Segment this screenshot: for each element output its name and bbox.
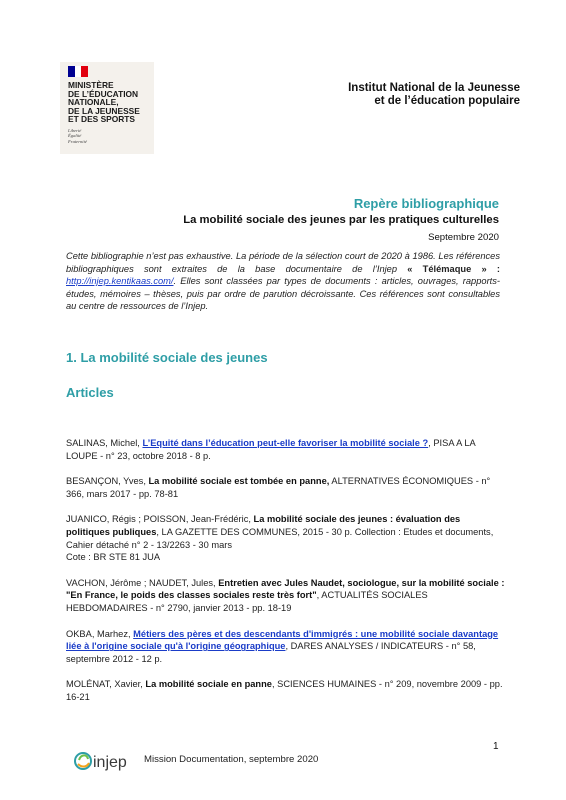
reference-details: , PISA A LA LOUPE - n° 23, octobre 2018 - 8 p. bbox=[66, 438, 476, 461]
intro-text-2: . Elles sont classées par types de documents : articles, ouvrages, rapports-études, mémoires – thèses, puis par ordre de parution décroissante. Ces références sont consultables au centre de ressources de l’Injep. bbox=[66, 276, 500, 312]
reference-details: , ACTUALITÉS SOCIALES HEBDOMADAIRES - n° 2790, janvier 2013 - pp. 18-19 bbox=[66, 590, 428, 613]
reference-authors: BESANÇON, Yves, bbox=[66, 476, 149, 487]
intro-paragraph bbox=[66, 250, 500, 313]
articles-heading: Articles bbox=[66, 385, 114, 400]
institute-name bbox=[348, 82, 520, 108]
reference-item bbox=[66, 513, 506, 563]
reference-title: La mobilité sociale est tombée en panne, bbox=[148, 476, 330, 487]
base-name: « Télémaque » : bbox=[407, 263, 500, 274]
reference-item bbox=[66, 577, 506, 615]
institute-line-1: Institut National de la Jeunesse bbox=[348, 82, 520, 94]
reference-authors: OKBA, Marhez, bbox=[66, 628, 134, 639]
reference-details: , SCIENCES HUMAINES - n° 209, novembre 2009 - pp. 16-21 bbox=[66, 679, 503, 702]
reference-title-link[interactable]: L’Equité dans l’éducation peut-elle favoriser la mobilité sociale ? bbox=[142, 438, 429, 448]
document-date: Septembre 2020 bbox=[428, 232, 499, 243]
reference-title: La mobilité sociale des jeunes : évaluation des politiques publiques bbox=[66, 514, 461, 537]
reference-cote: Cote : BR STE 81 JUA bbox=[66, 552, 161, 563]
reference-details: , DARES ANALYSES / INDICATEURS - n° 58, septembre 2012 - 12 p. bbox=[66, 641, 476, 664]
injep-logo-text: injep bbox=[93, 754, 127, 771]
injep-logo bbox=[73, 748, 139, 779]
reference-details: , LA GAZETTE DES COMMUNES, 2015 - 30 p. Collection : Etudes et documents, Cahier détaché n° 2 - 13/2263 - 30 mars bbox=[66, 526, 494, 550]
reference-authors: MOLÉNAT, Xavier, bbox=[66, 679, 146, 690]
reference-list bbox=[66, 437, 506, 717]
reference-item bbox=[66, 437, 506, 462]
reference-authors: SALINAS, Michel, bbox=[66, 438, 143, 448]
reference-title: La mobilité sociale en panne bbox=[145, 679, 272, 690]
ministry-logo bbox=[60, 62, 154, 154]
reference-authors: VACHON, Jérôme ; NAUDET, Jules, bbox=[66, 577, 219, 588]
ministry-name: MINISTÈRE DE L’ÉDUCATION NATIONALE, DE LA JEUNESSE ET DES SPORTS bbox=[68, 80, 140, 125]
institute-line-2: et de l’éducation populaire bbox=[374, 95, 520, 107]
footer-text: Mission Documentation, septembre 2020 bbox=[144, 754, 319, 765]
reference-title-link[interactable]: Métiers des pères et des descendants d'immigrés : une mobilité sociale davantage liée à l'origine sociale qu'à l'origine géographique bbox=[66, 628, 499, 652]
reference-details: ALTERNATIVES ÉCONOMIQUES - n° 366, mars 2017 - pp. 78-81 bbox=[66, 476, 491, 499]
ministry-motto: Liberté Égalité Fraternité bbox=[68, 128, 87, 144]
intro-text-1: Cette bibliographie n’est pas exhaustive. La période de la sélection court de 2020 à 1986. Les références bibliographiques sont extraites de la base documentaire de l’Injep bbox=[66, 251, 500, 274]
reference-item bbox=[66, 475, 506, 500]
reference-authors: JUANICO, Régis ; POISSON, Jean-Frédéric, bbox=[66, 514, 254, 525]
reference-item bbox=[66, 628, 506, 666]
page-number: 1 bbox=[493, 741, 499, 752]
reference-title: Entretien avec Jules Naudet, sociologue, sur la mobilité sociale : "En France, le poids des classes sociales reste très fort" bbox=[66, 577, 505, 601]
injep-logo-icon bbox=[73, 748, 139, 774]
document-title: La mobilité sociale des jeunes par les pratiques culturelles bbox=[183, 214, 499, 226]
french-flag-icon bbox=[68, 66, 88, 77]
telemaque-link[interactable]: http://injep.kentikaas.com/ bbox=[66, 276, 174, 287]
document-type: Repère bibliographique bbox=[353, 196, 499, 211]
section-heading: 1. La mobilité sociale des jeunes bbox=[66, 350, 268, 365]
reference-item bbox=[66, 678, 506, 703]
